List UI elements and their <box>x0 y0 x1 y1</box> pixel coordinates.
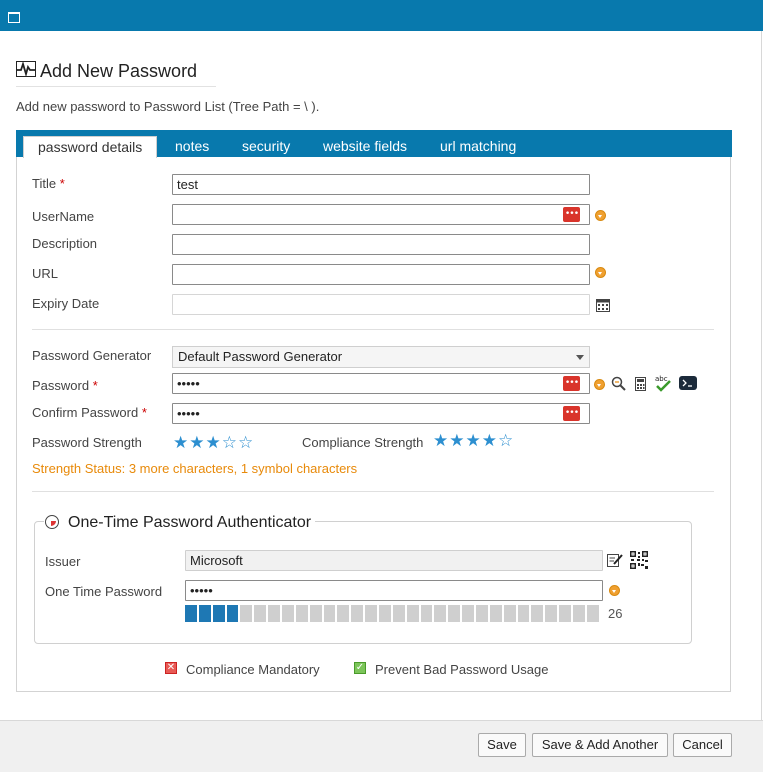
countdown-segment <box>407 605 419 622</box>
countdown-segment <box>296 605 308 622</box>
expiry-input[interactable] <box>172 294 590 315</box>
otp-title: One-Time Password Authenticator <box>44 514 315 532</box>
countdown-segment <box>254 605 266 622</box>
activity-icon <box>16 61 36 77</box>
save-button[interactable]: Save <box>478 733 526 757</box>
countdown-segment <box>462 605 474 622</box>
tab-notes[interactable]: notes <box>175 138 210 154</box>
scroll-edge <box>761 31 762 771</box>
otp-countdown-bar <box>185 605 599 622</box>
tab-bar <box>16 130 732 157</box>
generator-label: Password Generator <box>32 348 152 363</box>
countdown-segment <box>504 605 516 622</box>
star-filled-icon: ★ <box>465 431 482 450</box>
issuer-label: Issuer <box>45 554 81 569</box>
key-icon[interactable]: ••• <box>563 207 580 222</box>
countdown-segment <box>490 605 502 622</box>
prevent-bad-password-label: Prevent Bad Password Usage <box>375 662 549 677</box>
countdown-segment <box>573 605 585 622</box>
star-filled-icon: ★ <box>481 431 498 450</box>
countdown-segment <box>393 605 405 622</box>
password-strength-stars <box>173 434 254 451</box>
tab-security[interactable]: security <box>242 138 291 154</box>
countdown-segment <box>337 605 349 622</box>
orange-dropdown-icon[interactable] <box>594 379 605 390</box>
svg-text:abc: abc <box>655 375 668 383</box>
cancel-button[interactable]: Cancel <box>673 733 732 757</box>
qr-code-icon[interactable] <box>630 551 648 569</box>
star-empty-icon: ☆ <box>238 433 255 452</box>
url-input[interactable] <box>172 264 590 285</box>
countdown-segment <box>434 605 446 622</box>
orange-dropdown-icon[interactable] <box>609 585 620 596</box>
star-filled-icon: ★ <box>433 431 450 450</box>
countdown-segment <box>559 605 571 622</box>
confirm-password-label: Confirm Password * <box>32 405 147 420</box>
orange-dropdown-icon[interactable] <box>595 210 606 221</box>
magnifier-icon[interactable] <box>611 376 627 392</box>
section-divider <box>32 329 714 330</box>
countdown-segment <box>545 605 557 622</box>
key-icon[interactable]: ••• <box>563 406 580 421</box>
page-heading <box>16 58 216 87</box>
compliance-strength-label: Compliance Strength <box>302 435 424 450</box>
compliance-mandatory-label: Compliance Mandatory <box>186 662 320 677</box>
description-input[interactable] <box>172 234 590 255</box>
countdown-segment <box>268 605 280 622</box>
tab-password-details[interactable]: password details <box>23 136 157 158</box>
countdown-segment <box>365 605 377 622</box>
countdown-segment <box>379 605 391 622</box>
edit-icon[interactable] <box>607 552 624 568</box>
password-input[interactable]: ••••• <box>172 373 590 394</box>
countdown-segment <box>587 605 599 622</box>
strength-status: Strength Status: 3 more characters, 1 symbol characters <box>32 461 358 476</box>
confirm-password-input[interactable]: ••••• <box>172 403 590 424</box>
page-title: Add New Password <box>40 61 198 81</box>
star-filled-icon: ★ <box>449 431 466 450</box>
otp-seconds-remaining: 26 <box>608 606 623 621</box>
tab-url-matching[interactable]: url matching <box>440 138 517 154</box>
expiry-label: Expiry Date <box>32 296 100 311</box>
countdown-segment <box>240 605 252 622</box>
star-filled-icon: ★ <box>173 433 190 452</box>
countdown-segment <box>310 605 322 622</box>
description-label: Description <box>32 236 98 251</box>
window-icon <box>8 12 20 23</box>
countdown-segment <box>351 605 363 622</box>
password-strength-label: Password Strength <box>32 435 142 450</box>
countdown-segment <box>185 605 197 622</box>
password-label: Password * <box>32 378 98 393</box>
countdown-segment <box>199 605 211 622</box>
countdown-segment <box>213 605 225 622</box>
save-add-another-button[interactable]: Save & Add Another <box>532 733 668 757</box>
title-label: Title * <box>32 176 65 191</box>
section-divider <box>32 491 714 492</box>
key-icon[interactable]: ••• <box>563 376 580 391</box>
chevron-down-icon <box>576 355 584 360</box>
calendar-icon[interactable] <box>596 298 610 312</box>
url-label: URL <box>32 266 59 281</box>
star-filled-icon: ★ <box>205 433 222 452</box>
clock-icon <box>45 515 59 529</box>
countdown-segment <box>421 605 433 622</box>
prevent-bad-password-checkbox[interactable]: ✓ <box>355 662 365 673</box>
countdown-segment <box>448 605 460 622</box>
countdown-segment <box>324 605 336 622</box>
terminal-icon[interactable] <box>679 376 697 390</box>
page-subtitle: Add new password to Password List (Tree Path = \ ). <box>16 99 320 114</box>
issuer-input[interactable]: Microsoft <box>185 550 603 571</box>
otp-label: One Time Password <box>45 584 163 599</box>
countdown-segment <box>476 605 488 622</box>
spellcheck-icon[interactable] <box>654 374 672 392</box>
generator-select[interactable] <box>172 346 590 368</box>
countdown-segment <box>531 605 543 622</box>
star-empty-icon: ☆ <box>221 433 238 452</box>
calculator-icon[interactable] <box>635 377 646 391</box>
otp-input[interactable]: ••••• <box>185 580 603 601</box>
window-titlebar <box>0 0 763 31</box>
compliance-strength-stars <box>433 432 514 449</box>
title-input[interactable]: test <box>172 174 590 195</box>
generator-value: Default Password Generator <box>178 349 343 364</box>
countdown-segment <box>518 605 530 622</box>
username-label: UserName <box>32 209 95 224</box>
star-empty-icon: ☆ <box>498 431 515 450</box>
countdown-segment <box>282 605 294 622</box>
star-filled-icon: ★ <box>189 433 206 452</box>
countdown-segment <box>227 605 239 622</box>
compliance-mandatory-checkbox[interactable]: ✕ <box>166 662 176 673</box>
orange-dropdown-icon[interactable] <box>595 267 606 278</box>
tab-website-fields[interactable]: website fields <box>323 138 408 154</box>
username-input[interactable] <box>172 204 590 225</box>
